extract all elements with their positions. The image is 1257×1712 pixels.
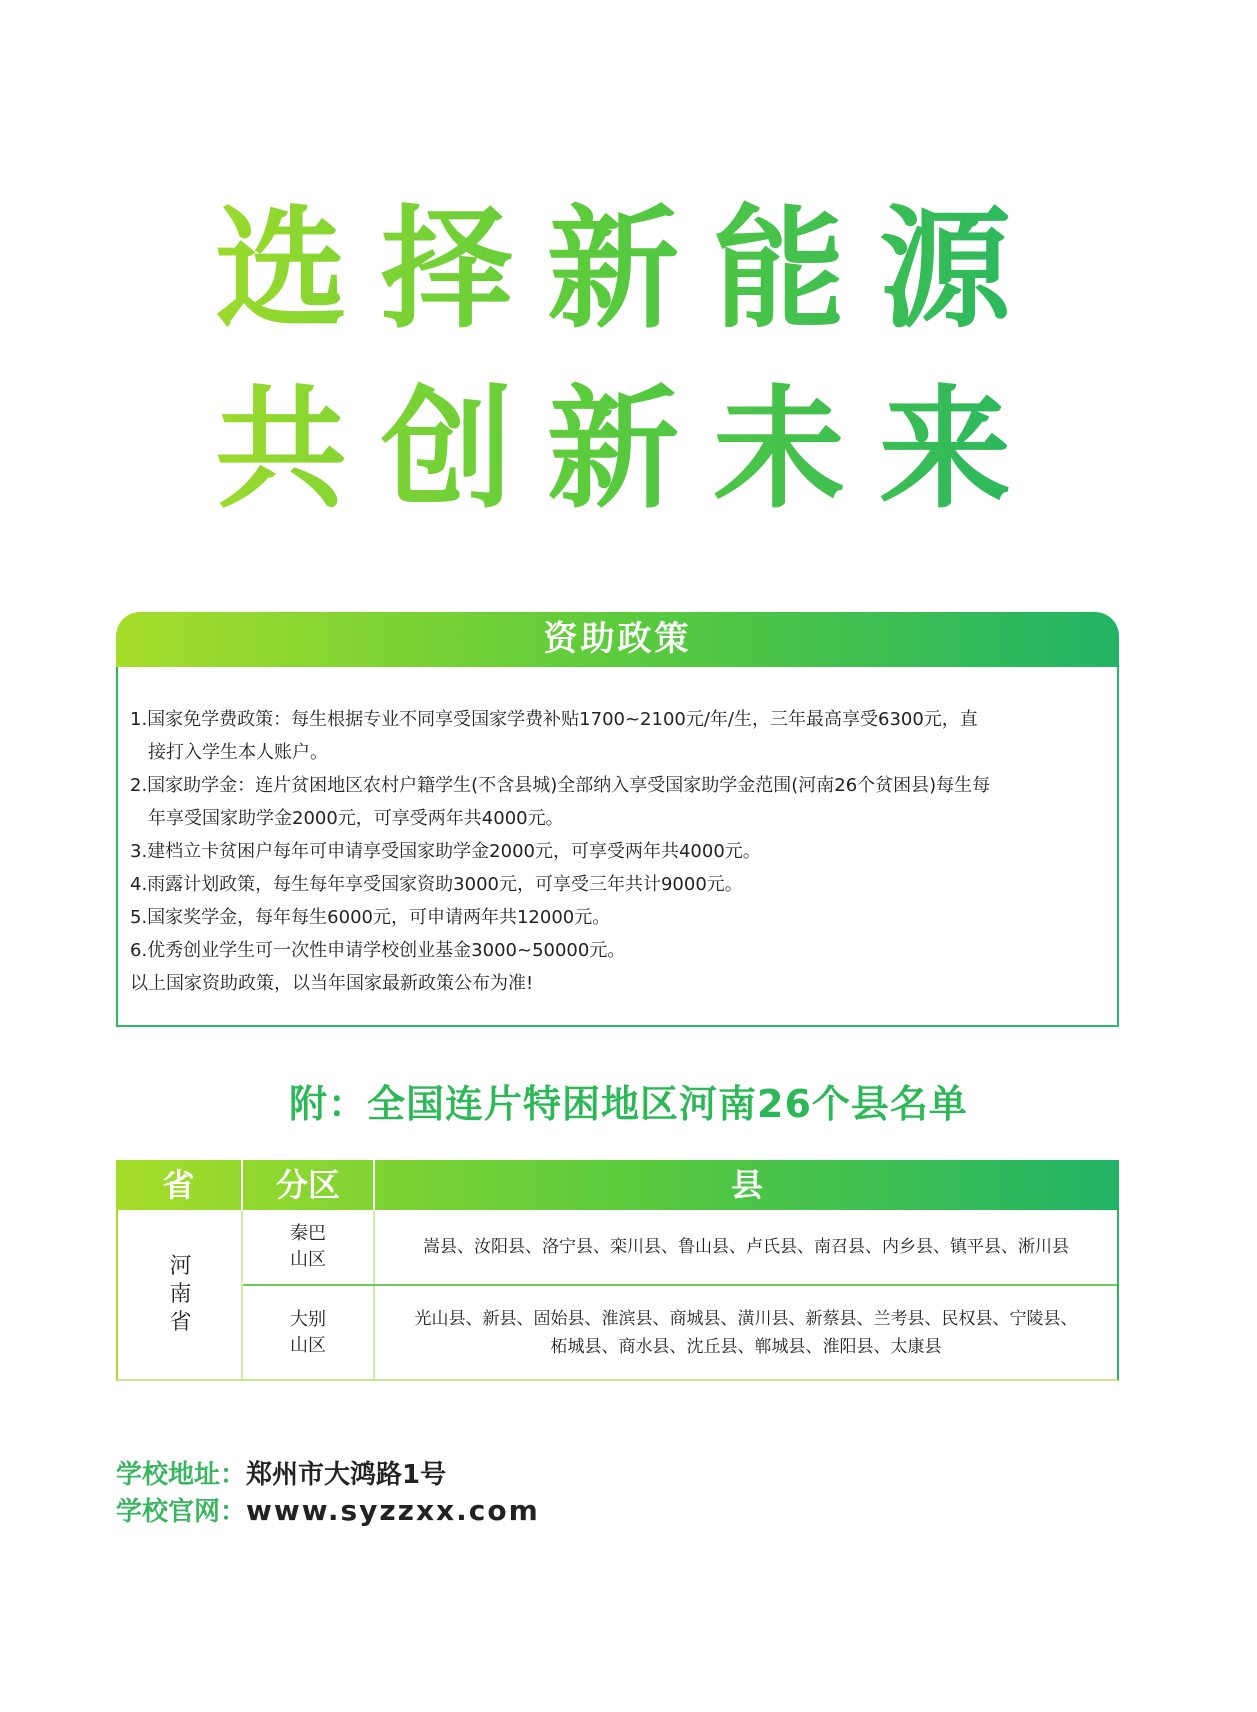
appendix-title: 附：全国连片特困地区河南26个县名单 (289, 1082, 968, 1126)
counties-cell-qinba: 嵩县、汝阳县、洛宁县、栾川县、鲁山县、卢氏县、南召县、内乡县、镇平县、淅川县 (423, 1237, 1069, 1257)
website-label: 学校官网： (116, 1497, 247, 1527)
header-province: 省 (162, 1166, 195, 1204)
zone-cell-dabie: 大别 山区 (290, 1308, 326, 1356)
hero-slogan (150, 180, 1110, 540)
address-row (116, 1457, 540, 1493)
policy-item-2: 2.国家助学金：连片贫困地区农村户籍学生(不含县城)全部纳入享受国家助学金范围(河南26个贫困县)每生每 年享受国家助学金2000元，可享受两年共4000元。 (130, 775, 991, 829)
county-table (116, 1160, 1119, 1381)
header-zone: 分区 (275, 1166, 340, 1204)
address-label: 学校地址： (116, 1460, 247, 1490)
counties-cell-dabie: 光山县、新县、固始县、淮滨县、商城县、潢川县、新蔡县、兰考县、民权县、宁陵县、 柘城县、商水县、沈丘县、郸城县、淮阳县、太康县 (414, 1308, 1078, 1357)
website-link[interactable]: www.syzzxx.com (246, 1494, 540, 1527)
footer (116, 1457, 540, 1530)
province-name: 河南省 (169, 1253, 192, 1335)
address-value: 郑州市大鸿路1号 (246, 1460, 447, 1490)
province-cell (118, 1210, 241, 1379)
website-row (116, 1493, 540, 1530)
policy-note: 以上国家资助政策，以当年国家最新政策公布为准! (130, 973, 534, 994)
hero-line-2: 共创新未来 (150, 360, 1110, 540)
header-divider-2 (373, 1160, 375, 1210)
policy-item-3: 3.建档立卡贫困户每年可申请享受国家助学金2000元，可享受两年共4000元。 (130, 841, 761, 862)
policy-item-1: 1.国家免学费政策：每生根据专业不同享受国家学费补贴1700~2100元/年/生，三年最高享受6300元，直 接打入学生本人账户。 (130, 709, 978, 763)
policy-body (116, 667, 1119, 1027)
table-header (116, 1160, 1119, 1210)
policy-item-5: 5.国家奖学金，每年每生6000元，可申请两年共12000元。 (130, 907, 611, 928)
hero-line-1: 选择新能源 (150, 180, 1110, 360)
header-divider-1 (241, 1160, 243, 1210)
zone-cell-qinba: 秦巴 山区 (290, 1223, 326, 1270)
header-county: 县 (730, 1166, 763, 1204)
policy-panel (116, 612, 1119, 1027)
policy-item-4: 4.雨露计划政策，每生每年享受国家资助3000元，可享受三年共计9000元。 (130, 874, 743, 895)
policy-title: 资助政策 (116, 612, 1119, 667)
policy-item-6: 6.优秀创业学生可一次性申请学校创业基金3000~50000元。 (130, 940, 626, 961)
